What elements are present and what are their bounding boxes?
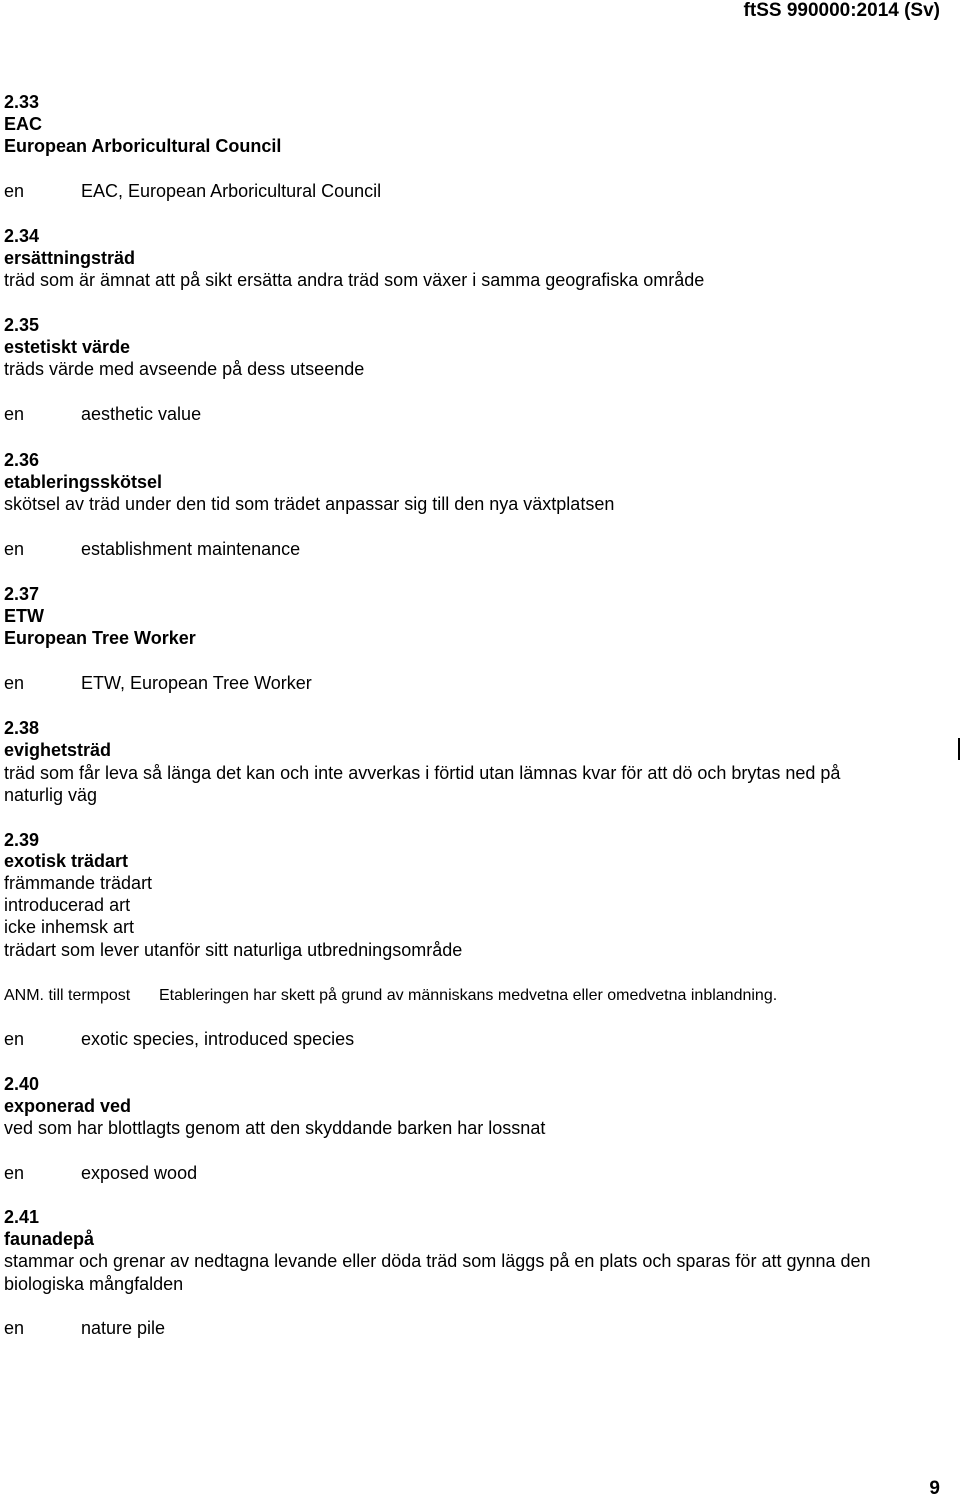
document-id: ftSS 990000:2014 (Sv) [743, 0, 940, 21]
lang-code: en [4, 404, 25, 424]
entry-definition: stammar och grenar av nedtagna levande eller döda träd som läggs på en plats och sparas för att gynna den [4, 1251, 871, 1271]
lang-code: en [4, 539, 25, 559]
entry-number: 2.35 [4, 315, 40, 335]
entry-synonym: främmande trädart [4, 873, 153, 893]
entry-number: 2.38 [4, 718, 40, 738]
entry-number: 2.40 [4, 1074, 40, 1094]
entry-term: faunadepå [4, 1229, 95, 1249]
entry-definition: träds värde med avseende på dess utseende [4, 359, 365, 379]
note-text: Etableringen har skett på grund av människans medvetna eller omedvetna inblandning. [159, 987, 778, 1004]
entry-definition: träd som är ämnat att på sikt ersätta andra träd som växer i samma geografiska område [4, 270, 705, 290]
entry-number: 2.41 [4, 1207, 40, 1227]
entry-synonym: introducerad art [4, 895, 131, 915]
lang-code: en [4, 1318, 25, 1338]
entry-definition: ved som har blottlagts genom att den skyddande barken har lossnat [4, 1118, 546, 1138]
entry-number: 2.36 [4, 450, 40, 470]
page-number: 9 [929, 1478, 940, 1499]
note-label: ANM. till termpost [4, 987, 131, 1004]
entry-term: evighetsträd [4, 740, 112, 760]
lang-code: en [4, 1029, 25, 1049]
entry-definition-cont: naturlig väg [4, 785, 98, 805]
entry-term-full: European Tree Worker [4, 628, 196, 648]
english-equivalent: exposed wood [81, 1163, 198, 1183]
english-equivalent: ETW, European Tree Worker [81, 673, 312, 693]
entry-term: etableringsskötsel [4, 472, 163, 492]
entry-term: ersättningsträd [4, 248, 136, 268]
entry-number: 2.37 [4, 584, 40, 604]
lang-code: en [4, 181, 25, 201]
entry-definition: skötsel av träd under den tid som trädet anpassar sig till den nya växtplatsen [4, 494, 615, 514]
entry-definition: trädart som lever utanför sitt naturliga utbredningsområde [4, 940, 463, 960]
lang-code: en [4, 1163, 25, 1183]
english-equivalent: exotic species, introduced species [81, 1029, 355, 1049]
entry-synonym: icke inhemsk art [4, 917, 135, 937]
entry-number: 2.34 [4, 226, 40, 246]
lang-code: en [4, 673, 25, 693]
entry-term: exponerad ved [4, 1096, 132, 1116]
english-equivalent: EAC, European Arboricultural Council [81, 181, 382, 201]
english-equivalent: aesthetic value [81, 404, 202, 424]
entry-definition-cont: biologiska mångfalden [4, 1274, 184, 1294]
entry-number: 2.39 [4, 830, 40, 850]
entry-number: 2.33 [4, 92, 40, 112]
entry-term: EAC [4, 114, 43, 134]
entry-term: exotisk trädart [4, 851, 129, 871]
entry-term: estetiskt värde [4, 337, 131, 357]
entry-term-full: European Arboricultural Council [4, 136, 282, 156]
entry-term: ETW [4, 606, 44, 626]
english-equivalent: nature pile [81, 1318, 166, 1338]
english-equivalent: establishment maintenance [81, 539, 301, 559]
entry-definition: träd som får leva så länga det kan och inte avverkas i förtid utan lämnas kvar för att dö och brytas ned på [4, 763, 841, 783]
